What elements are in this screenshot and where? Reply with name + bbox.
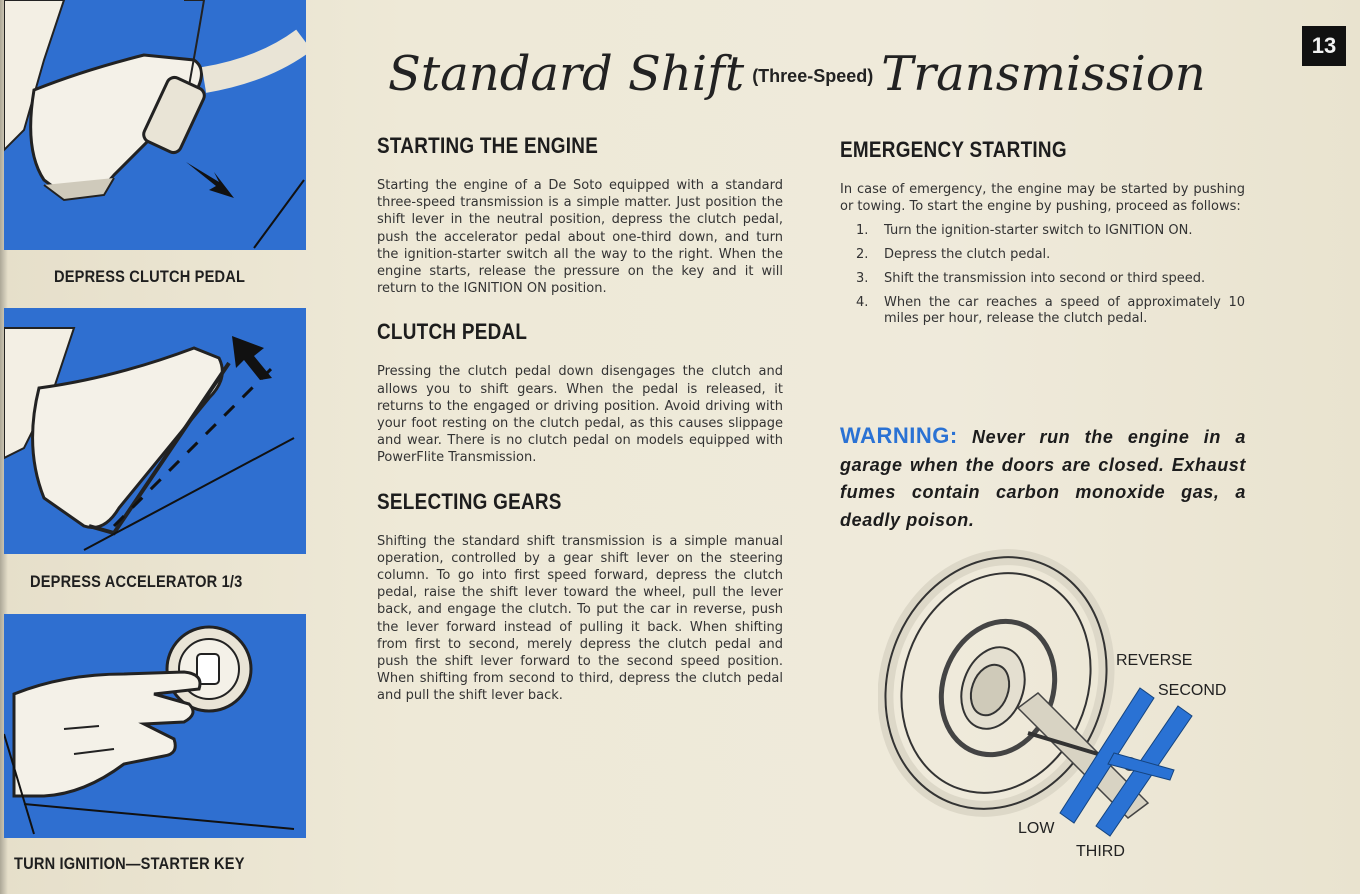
ignition-key-illustration — [4, 614, 306, 838]
step-number: 1. — [856, 223, 869, 239]
body-emergency-starting: In case of emergency, the engine may be started by pushing or towing. To start the engine by pushing, proceed as follows: — [840, 182, 1245, 215]
label-low: LOW — [1018, 820, 1055, 837]
title-part-2: Transmission — [881, 46, 1206, 102]
caption-accelerator: DEPRESS ACCELERATOR 1/3 — [30, 572, 243, 591]
step-text: Depress the clutch pedal. — [884, 247, 1051, 263]
page-title — [388, 46, 1206, 102]
heading-clutch-pedal: CLUTCH PEDAL — [377, 319, 528, 345]
caption-ignition: TURN IGNITION—STARTER KEY — [14, 854, 245, 873]
title-paren: (Three-Speed) — [752, 66, 874, 86]
label-third: THIRD — [1076, 843, 1125, 860]
list-item — [840, 223, 1245, 239]
emergency-steps-list — [840, 223, 1245, 327]
step-number: 3. — [856, 271, 869, 287]
step-text: When the car reaches a speed of approximately 10 miles per hour, release the clutch pedal. — [884, 295, 1245, 327]
warning-text: Never run the engine in a garage when the doors are closed. Exhaust fumes contain carbon monoxide gas, a deadly poison. — [840, 427, 1246, 530]
page-number: 13 — [1302, 26, 1346, 66]
label-reverse: REVERSE — [1116, 652, 1193, 669]
warning-box — [840, 422, 1246, 534]
body-selecting-gears: Shifting the standard shift transmission is a simple manual operation, controlled by a gear shift lever on the steering column. To go into first speed forward, depress the clutch pedal, raise the shift lever toward the wheel, pull the lever back, and engage the clutch. To put the car in reverse, push the lever forward instead of pulling it back. When shifting from first to second, merely depress the clutch pedal and push the shift lever forward to the second speed position. When shifting from second to third, depress the clutch pedal and pull the shift lever back. — [377, 533, 783, 704]
list-item — [840, 247, 1245, 263]
step-text: Shift the transmission into second or third speed. — [884, 271, 1206, 287]
warning-label: WARNING: — [840, 423, 958, 448]
heading-emergency-starting: EMERGENCY STARTING — [840, 137, 1067, 162]
step-number: 4. — [856, 295, 869, 311]
heading-selecting-gears: SELECTING GEARS — [377, 488, 562, 514]
right-text-column — [840, 137, 1245, 335]
body-clutch-pedal: Pressing the clutch pedal down disengages the clutch and allows you to shift gears. When the pedal is released, it returns to the engaged or driving position. Avoid driving with your foot resting on the clutch pedal, as this causes slippage and wear. There is no clutch pedal on models equipped with PowerFlite Transmission. — [377, 364, 783, 466]
heading-starting-engine: STARTING THE ENGINE — [377, 133, 599, 158]
body-starting-engine: Starting the engine of a De Soto equipped with a standard three-speed transmission is a simple matter. Just position the shift lever in the neutral position, depress the clutch pedal, push the accelerator pedal about one-third down, and turn the ignition-starter switch all the way to the right. When the engine starts, release the pressure on the key and it will return to the IGNITION ON position. — [377, 178, 783, 297]
caption-clutch: DEPRESS CLUTCH PEDAL — [54, 267, 246, 286]
step-text: Turn the ignition-starter switch to IGNITION ON. — [884, 223, 1193, 239]
list-item — [840, 295, 1245, 327]
clutch-pedal-illustration — [4, 0, 306, 250]
label-second: SECOND — [1158, 682, 1227, 699]
step-number: 2. — [856, 247, 869, 263]
left-text-column — [377, 133, 783, 727]
accelerator-illustration — [4, 308, 306, 554]
list-item — [840, 271, 1245, 287]
title-part-1: Standard Shift — [388, 46, 745, 102]
